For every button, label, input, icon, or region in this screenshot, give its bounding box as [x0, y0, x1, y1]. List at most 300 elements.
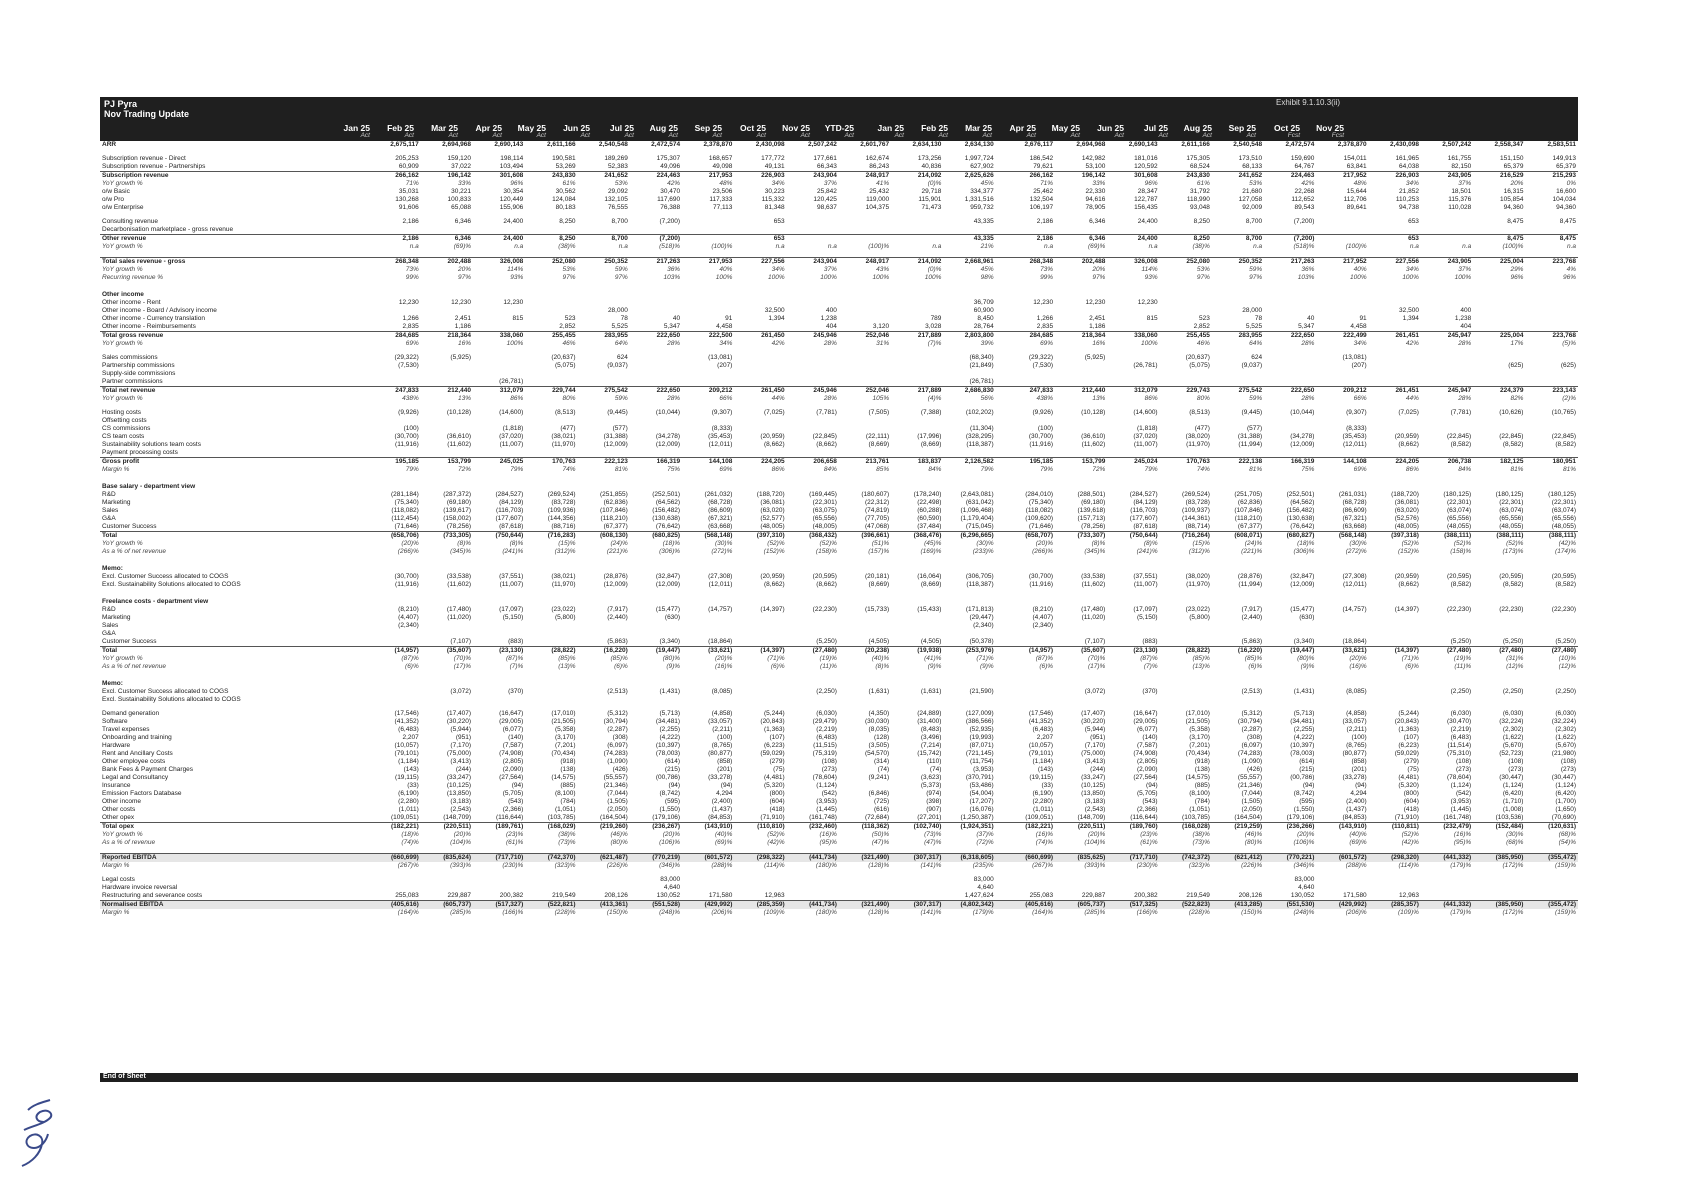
- cell-value: 40,836: [921, 163, 942, 170]
- cell-value: 81%: [614, 466, 628, 473]
- cell-value: [682, 370, 734, 378]
- cell-value: (323)%: [554, 862, 576, 869]
- cell-value: [1160, 378, 1212, 387]
- cell-value: [1369, 288, 1421, 299]
- row-label: Insurance: [102, 782, 131, 789]
- cell-value: 219,549: [552, 892, 576, 899]
- cell-value: 255,455: [525, 332, 577, 341]
- cell-value: [891, 622, 943, 630]
- cell-value: [1369, 378, 1421, 387]
- cell-value: [891, 630, 943, 638]
- cell-value: 2,540,548: [598, 141, 628, 148]
- cell-value: (7,170): [1084, 742, 1106, 749]
- month-label: Nov 25: [782, 123, 810, 133]
- cell-value: n.a: [1566, 243, 1576, 250]
- cell-value: [1003, 562, 1055, 573]
- table-row: [100, 710, 1578, 718]
- cell-value: (1,818): [1137, 425, 1158, 432]
- cell-value: (386,566): [965, 718, 994, 725]
- cell-value: (159)%: [1555, 909, 1576, 916]
- cell-value: (345)%: [450, 548, 472, 555]
- cell-value: [1055, 449, 1107, 458]
- cell-value: [1107, 378, 1159, 387]
- cell-value: (148,709): [443, 814, 472, 821]
- cell-value: [578, 378, 630, 387]
- table-row: [100, 507, 1578, 515]
- cell-value: (80,877): [1342, 750, 1367, 757]
- cell-value: [787, 614, 839, 622]
- cell-value: 28%: [1301, 395, 1315, 402]
- cell-value: 222,650: [1264, 332, 1316, 341]
- cell-value: [734, 638, 786, 647]
- cell-value: 46%: [562, 340, 576, 347]
- cell-value: (71,646): [394, 523, 419, 530]
- cell-value: [1525, 323, 1578, 332]
- cell-value: (5,150): [1137, 614, 1158, 621]
- cell-value: (65,556): [1551, 515, 1576, 522]
- cell-value: (37,551): [499, 573, 524, 580]
- month-status: Fcst: [1331, 132, 1344, 139]
- cell-value: (38)%: [1192, 831, 1210, 838]
- cell-value: (17,546): [1028, 710, 1054, 717]
- cell-value: (272)%: [1345, 548, 1367, 555]
- cell-value: (30,794): [603, 718, 628, 725]
- cell-value: [1264, 288, 1316, 299]
- cell-value: 196,142: [1055, 172, 1107, 181]
- cell-value: (8,210): [398, 606, 419, 613]
- row-label: Reported EBITDA: [100, 854, 369, 863]
- cell-value: [473, 370, 525, 378]
- row-label: YoY growth %: [102, 540, 143, 547]
- cell-value: (52)%: [1506, 540, 1524, 547]
- cell-value: 186,542: [1029, 155, 1054, 162]
- cell-value: [578, 449, 630, 458]
- cell-value: (30,470): [1446, 718, 1472, 725]
- cell-value: (17,407): [446, 710, 472, 717]
- cell-value: 217,952: [1316, 258, 1368, 267]
- month-label: Oct 25: [740, 123, 766, 133]
- cell-value: (630): [1299, 614, 1315, 621]
- cell-value: (21,346): [603, 782, 628, 789]
- cell-value: (20)%: [1297, 831, 1315, 838]
- cell-value: (7,107): [450, 638, 472, 645]
- column-separator: [996, 901, 1003, 910]
- cell-value: (19,115): [395, 774, 419, 781]
- month-label: Jun 25: [1097, 123, 1124, 133]
- cell-value: [473, 323, 525, 332]
- cell-value: 209,212: [1316, 387, 1368, 396]
- cell-value: (7,917): [607, 606, 628, 613]
- cell-value: 206,738: [1421, 458, 1473, 467]
- cell-value: 154,011: [1343, 155, 1367, 162]
- cell-value: (109)%: [763, 909, 785, 916]
- column-separator: [996, 288, 1003, 299]
- cell-value: 132,105: [604, 196, 628, 203]
- cell-value: 60,909: [398, 163, 419, 170]
- cell-value: (17,097): [499, 606, 524, 613]
- cell-value: (630): [664, 614, 681, 621]
- cell-value: [787, 378, 839, 387]
- cell-value: (141)%: [920, 862, 942, 869]
- cell-value: (9,445): [1241, 409, 1263, 416]
- cell-value: [525, 562, 577, 573]
- cell-value: [473, 630, 525, 638]
- cell-value: 21,852: [1399, 188, 1419, 195]
- cell-value: (742,370): [525, 854, 577, 863]
- month-header-8: [678, 124, 722, 140]
- cell-value: [682, 449, 734, 458]
- cell-value: (166)%: [1136, 909, 1158, 916]
- cell-value: (314): [873, 758, 890, 765]
- cell-value: (215): [1299, 766, 1315, 773]
- cell-value: (10,128): [446, 409, 472, 416]
- cell-value: (11,994): [1238, 581, 1263, 588]
- cell-value: (8,582): [1555, 581, 1576, 588]
- cell-value: (33): [1041, 782, 1054, 789]
- cell-value: 96%: [1562, 274, 1576, 281]
- cell-value: [1525, 449, 1578, 458]
- cell-value: 42%: [667, 180, 681, 187]
- cell-value: 255,455: [1160, 332, 1212, 341]
- cell-value: 64,767: [1294, 163, 1315, 170]
- cell-value: (1,622): [1555, 734, 1576, 741]
- table-row: [100, 862, 1578, 870]
- cell-value: 6,346: [454, 218, 472, 225]
- row-label: As a % of net revenue: [102, 663, 166, 670]
- cell-value: 2,686,830: [943, 387, 995, 396]
- cell-value: (30,700): [394, 573, 419, 580]
- cell-value: (13)%: [1192, 663, 1210, 670]
- row-label: Legal costs: [102, 876, 135, 883]
- cell-value: [1525, 315, 1578, 323]
- cell-value: 30,354: [503, 188, 524, 195]
- cell-value: (6,483): [398, 726, 419, 733]
- cell-value: (3,953): [1450, 798, 1472, 805]
- cell-value: 225,004: [1473, 258, 1525, 267]
- row-label: Sales: [102, 622, 119, 629]
- cell-value: [1160, 630, 1212, 638]
- cell-value: 252,080: [525, 258, 577, 267]
- month-label: Jun 25: [563, 123, 590, 133]
- row-label: Base salary - department view: [102, 483, 196, 490]
- cell-value: 86%: [510, 395, 524, 402]
- cell-value: [421, 876, 473, 884]
- cell-value: (2,250): [1450, 688, 1472, 695]
- cell-value: (180,125): [1443, 491, 1472, 498]
- cell-value: 40: [1307, 315, 1315, 322]
- cell-value: (22,845): [1551, 433, 1576, 440]
- cell-value: [1421, 218, 1473, 226]
- cell-value: (8,662): [1398, 581, 1419, 588]
- cell-value: (355,472): [1525, 854, 1578, 863]
- cell-value: (80)%: [610, 839, 628, 846]
- cell-value: (182,221): [1003, 823, 1055, 832]
- cell-value: 223,768: [1525, 258, 1578, 267]
- cell-value: (102,740): [891, 823, 943, 832]
- column-separator: [996, 606, 1003, 614]
- cell-value: (15,477): [655, 606, 681, 613]
- cell-value: (26,781): [969, 378, 994, 385]
- cell-value: (148,709): [1077, 814, 1106, 821]
- cell-value: 115,901: [918, 196, 942, 203]
- cell-value: (107,846): [1234, 507, 1263, 514]
- cell-value: (1,011): [398, 806, 419, 813]
- cell-value: 1,266: [1036, 315, 1054, 322]
- cell-value: (11,970): [1186, 441, 1210, 448]
- cell-value: (14,575): [551, 774, 576, 781]
- cell-value: 73%: [405, 266, 419, 273]
- cell-value: (29,322): [394, 354, 419, 361]
- cell-value: 222,650: [1264, 387, 1316, 396]
- cell-value: [1212, 378, 1264, 387]
- cell-value: (5,312): [1241, 710, 1263, 717]
- cell-value: (11,970): [1186, 581, 1210, 588]
- cell-value: (266)%: [1032, 548, 1054, 555]
- cell-value: [578, 417, 630, 425]
- cell-value: 222,650: [630, 332, 682, 341]
- cell-value: (32,847): [655, 573, 681, 580]
- cell-value: (4,350): [868, 710, 890, 717]
- cell-value: [525, 876, 577, 884]
- cell-value: (108): [821, 758, 837, 765]
- cell-value: 44%: [1405, 395, 1419, 402]
- column-separator: [996, 235, 1003, 244]
- column-separator: [996, 315, 1003, 323]
- month-header-3: [458, 124, 502, 140]
- cell-value: 48%: [719, 180, 733, 187]
- cell-value: (69)%: [1349, 839, 1367, 846]
- column-separator: [996, 782, 1003, 790]
- cell-value: [1160, 370, 1212, 378]
- cell-value: (323)%: [1188, 862, 1210, 869]
- cell-value: (321,490): [839, 901, 891, 910]
- cell-value: (7,530): [1032, 362, 1054, 369]
- cell-value: [1055, 307, 1107, 315]
- cell-value: (144,361): [1182, 515, 1210, 522]
- cell-value: 103,494: [499, 163, 524, 170]
- row-label: Hardware invoice reversal: [102, 884, 178, 891]
- cell-value: [369, 307, 421, 315]
- cell-value: (10,765): [1551, 409, 1576, 416]
- cell-value: (1,184): [398, 758, 419, 765]
- cell-value: (6,420): [1502, 790, 1524, 797]
- cell-value: (87)%: [1140, 655, 1158, 662]
- cell-value: (5,925): [450, 354, 472, 361]
- cell-value: 1,427,624: [964, 892, 994, 899]
- cell-value: (22,230): [1446, 606, 1472, 613]
- cell-value: (158)%: [1450, 548, 1472, 555]
- table-row: [100, 315, 1578, 323]
- cell-value: (180)%: [815, 909, 837, 916]
- cell-value: (885): [1194, 782, 1210, 789]
- column-separator: [996, 141, 1003, 149]
- cell-value: 78: [1254, 315, 1263, 322]
- table-row: [100, 378, 1578, 387]
- cell-value: [1160, 876, 1212, 884]
- cell-value: (5,713): [659, 710, 681, 717]
- cell-value: (3,623): [920, 774, 942, 781]
- cell-value: 15,644: [1346, 188, 1367, 195]
- cell-value: [1473, 630, 1525, 638]
- row-label: Other income: [102, 798, 142, 805]
- month-label: Mar 25: [431, 123, 458, 133]
- cell-value: 2,378,870: [703, 141, 733, 148]
- cell-value: [891, 354, 943, 362]
- cell-value: 181,016: [1134, 155, 1158, 162]
- cell-value: (103,785): [547, 814, 576, 821]
- cell-value: (63,074): [1446, 507, 1472, 514]
- cell-value: [1107, 562, 1159, 573]
- cell-value: [369, 696, 421, 704]
- month-label: May 25: [1051, 123, 1080, 133]
- cell-value: (261,031): [1338, 491, 1367, 498]
- cell-value: (9,037): [607, 362, 628, 369]
- cell-value: 59%: [614, 266, 628, 273]
- cell-value: (7,505): [868, 409, 890, 416]
- row-label: Marketing: [102, 614, 131, 621]
- cell-value: (85)%: [610, 655, 628, 662]
- cell-value: 2,186: [1036, 218, 1054, 225]
- cell-value: [630, 562, 682, 573]
- cell-value: (75,340): [1028, 499, 1054, 506]
- cell-value: 130,052: [656, 892, 681, 899]
- month-label: Oct 25: [1274, 123, 1300, 133]
- cell-value: (15,477): [1290, 606, 1315, 613]
- cell-value: 255,083: [1029, 892, 1054, 899]
- cell-value: (388,111): [1421, 532, 1473, 541]
- cell-value: 1,394: [1402, 315, 1419, 322]
- cell-value: [682, 562, 734, 573]
- table-row: [100, 814, 1578, 823]
- column-separator: [996, 491, 1003, 499]
- cell-value: 30,562: [555, 188, 576, 195]
- cell-value: 71,473: [921, 204, 942, 211]
- column-separator: [996, 581, 1003, 589]
- cell-value: (568,148): [682, 532, 734, 541]
- cell-value: 89,641: [1346, 204, 1367, 211]
- cell-value: [1473, 323, 1525, 332]
- cell-value: 245,946: [787, 387, 839, 396]
- cell-value: (12,009): [1290, 581, 1315, 588]
- cell-value: [1212, 876, 1264, 884]
- cell-value: 161,965: [1395, 155, 1419, 162]
- table-row: [100, 332, 1578, 341]
- cell-value: (80)%: [662, 655, 681, 662]
- cell-value: (144,356): [547, 515, 576, 522]
- cell-value: [369, 884, 421, 892]
- cell-value: (717,710): [473, 854, 525, 863]
- cell-value: (2,250): [816, 688, 837, 695]
- cell-value: 32,500: [1399, 307, 1419, 314]
- cell-value: (42)%: [767, 839, 785, 846]
- cell-value: [525, 480, 577, 491]
- cell-value: [682, 595, 734, 606]
- cell-value: [1525, 425, 1578, 433]
- cell-value: (83,728): [551, 499, 576, 506]
- cell-value: (86,609): [1342, 507, 1367, 514]
- cell-value: (108): [1456, 758, 1472, 765]
- cell-value: 94,616: [1085, 196, 1106, 203]
- cell-value: (8,669): [920, 441, 942, 448]
- cell-value: (522,821): [525, 901, 577, 910]
- cell-value: 229,744: [525, 387, 577, 396]
- cell-value: 16,600: [1556, 188, 1576, 195]
- cell-value: [1369, 638, 1421, 647]
- cell-value: (100)%: [711, 243, 733, 250]
- cell-value: 28,000: [607, 307, 628, 314]
- cell-value: (27,480): [1473, 647, 1525, 656]
- cell-value: (14,957): [369, 647, 421, 656]
- cell-value: 59%: [1249, 395, 1263, 402]
- cell-value: 40: [672, 315, 681, 322]
- cell-value: (7,044): [1241, 790, 1263, 797]
- cell-value: 6,346: [1089, 218, 1106, 225]
- cell-value: (37,020): [499, 433, 524, 440]
- cell-value: (269,524): [1182, 491, 1210, 498]
- table-row: [100, 180, 1578, 188]
- cell-value: (370): [1142, 688, 1158, 695]
- cell-value: [891, 307, 943, 315]
- cell-value: [1421, 595, 1473, 606]
- cell-value: (5,373): [920, 782, 942, 789]
- cell-value: 72%: [1092, 466, 1106, 473]
- cell-value: 21%: [980, 243, 994, 250]
- cell-value: (8,662): [1398, 441, 1419, 448]
- cell-value: [1473, 876, 1525, 884]
- column-separator: [996, 696, 1003, 704]
- month-header-13: [904, 124, 948, 140]
- cell-value: 245,947: [1421, 387, 1473, 396]
- cell-value: (29,005): [1133, 718, 1158, 725]
- table-row: [100, 188, 1578, 196]
- row-label: Payment processing costs: [102, 449, 178, 456]
- cell-value: [891, 876, 943, 884]
- cell-value: 2,430,098: [1390, 141, 1419, 148]
- column-separator: [996, 718, 1003, 726]
- cell-value: 100%: [1350, 274, 1367, 281]
- cell-value: (8,582): [1502, 581, 1524, 588]
- cell-value: 208,126: [604, 892, 628, 899]
- cell-value: [1264, 417, 1316, 425]
- cell-value: 161,755: [1447, 155, 1472, 162]
- cell-value: (312)%: [554, 548, 576, 555]
- cell-value: 64%: [614, 340, 628, 347]
- cell-value: 217,263: [630, 258, 682, 267]
- cell-value: (429,992): [682, 901, 734, 910]
- table-row: [100, 243, 1578, 251]
- cell-value: [369, 288, 421, 299]
- cell-value: [839, 677, 891, 688]
- cell-value: (370,791): [965, 774, 994, 781]
- cell-value: [1107, 288, 1159, 299]
- cell-value: 49,131: [764, 163, 785, 170]
- cell-value: 93,048: [1189, 204, 1210, 211]
- cell-value: [1421, 425, 1473, 433]
- cell-value: (20,637): [1185, 354, 1210, 361]
- cell-value: 81%: [1562, 466, 1576, 473]
- cell-value: [1316, 370, 1368, 378]
- cell-value: (219,259): [1212, 823, 1264, 832]
- cell-value: 266,162: [1003, 172, 1055, 181]
- cell-value: (6,483): [1450, 734, 1472, 741]
- cell-value: (0)%: [927, 266, 942, 273]
- cell-value: 79%: [980, 466, 994, 473]
- cell-value: 8,250: [1160, 235, 1212, 244]
- cell-value: 86%: [1405, 466, 1419, 473]
- cell-value: (6,030): [816, 710, 837, 717]
- cell-value: [473, 449, 525, 458]
- cell-value: [734, 417, 786, 425]
